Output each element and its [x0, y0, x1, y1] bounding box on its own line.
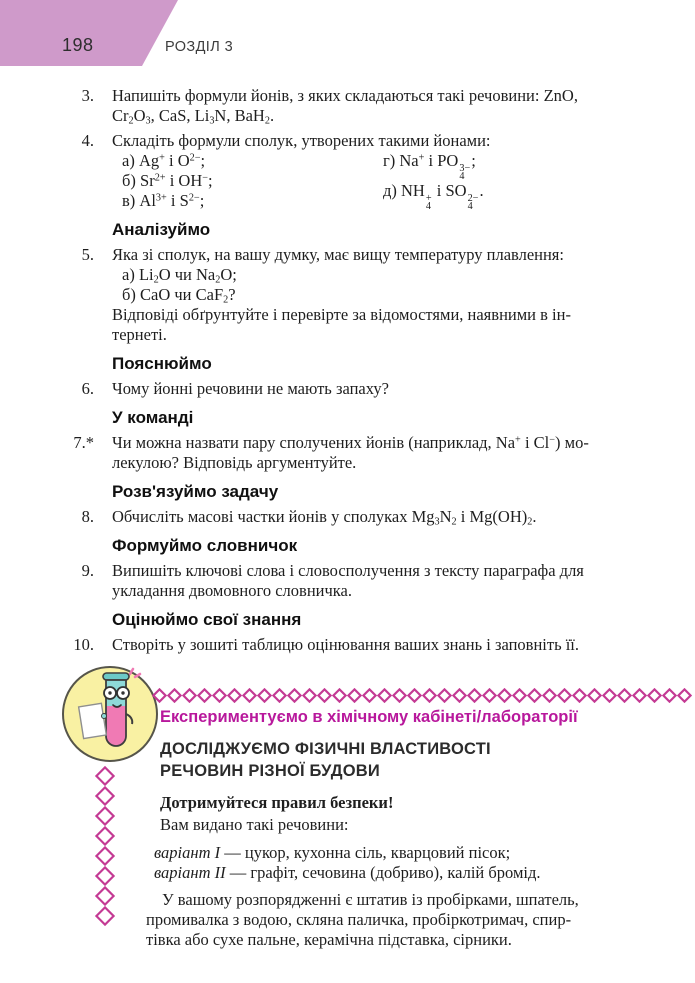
exercise-list: [60, 86, 660, 655]
exercise-item-7: [60, 433, 660, 473]
exercise-text: Складіть формули сполук, утворених такими йонами:: [112, 131, 491, 150]
ion-pair-b: б) $Sr^{2+}$ і OH−;: [122, 171, 213, 190]
experiment-rubric: Експериментуємо в хімічному кабінеті/лабораторії: [160, 708, 578, 726]
ion-pair-v: в) $Al^{3+}$ і $S^{2-}$;: [122, 191, 205, 210]
exercise-item-5: [60, 245, 660, 345]
exercise-number: 9.: [81, 561, 94, 580]
experiment-section: [146, 706, 660, 950]
exercise-item-4: [60, 131, 660, 211]
exercise-number: 4.: [81, 131, 94, 150]
option-a: а) $Li_2O$ чи $Na_2O$;: [122, 265, 237, 286]
exercise-item-6: [60, 379, 660, 399]
exercise-text: Випишіть ключові слова і словосполучення з тексту параграфа для укладання двомовного словничка.: [112, 561, 584, 600]
experiment-title: ДОСЛІДЖУЄМО ФІЗИЧНІ ВЛАСТИВОСТІ РЕЧОВИН РІЗНОЇ БУДОВИ: [160, 740, 491, 780]
exercise-item-8: [60, 507, 660, 527]
exercise-text: Обчисліть масові частки йонів у сполуках $Mg_3N_2$ і $Mg(OH)_2$.: [112, 507, 537, 528]
exercise-text: Напишіть формули йонів, з яких складаються такі речовини: ZnO, $Cr_2O_3$, CaS, $Li_3N$, BaH$_2$.: [112, 86, 578, 127]
section-heading-self-assess: Оцінюймо свої знання: [112, 610, 302, 629]
chapter-label: РОЗДІЛ 3: [165, 39, 234, 55]
exercise-item-9: [60, 561, 660, 601]
equipment-paragraph: У вашому розпорядженні є штатив із пробірками, шпатель, промивалка з водою, скляна паличка, пробіркотримач, спир- тівка або сухе пальне, керамічна підставка, сірники.: [146, 890, 579, 949]
variant-2: варіант ІІ — графіт, сечовина (добриво), калій бромід.: [154, 863, 541, 882]
section-heading-explain: Пояснюймо: [112, 354, 212, 373]
section-heading-analyze: Аналізуймо: [112, 220, 211, 239]
variant-1: варіант І — цукор, кухонна сіль, кварцовий пісок;: [154, 843, 511, 862]
exercise-number: 7.*: [73, 433, 94, 452]
exercise-item-3: [60, 86, 660, 126]
exercise-number: 8.: [81, 507, 94, 526]
diamond-chain-vertical: [95, 766, 115, 931]
chapter-color-band: [0, 0, 178, 66]
exercise-number: 3.: [81, 86, 94, 105]
exercise-item-10: [60, 635, 660, 655]
exercise-number: 10.: [73, 635, 94, 654]
safety-note: Дотримуйтеся правил безпеки!: [160, 793, 394, 812]
section-heading-solve: Розв'язуймо задачу: [112, 482, 279, 501]
materials-intro: Вам видано такі речовини:: [160, 815, 349, 834]
ion-pair-d: д) NH + 4 і SO 2− 4 .: [383, 180, 484, 212]
exercise-text: Створіть у зошиті таблицю оцінювання ваших знань і заповніть її.: [112, 635, 580, 654]
exercise-text: Чому йонні речовини не мають запаху?: [112, 379, 389, 398]
section-heading-vocabulary: Формуймо словничок: [112, 536, 298, 555]
ion-pair-a: а) Ag+ і $O^{2-}$;: [122, 151, 206, 170]
exercise-number: 6.: [81, 379, 94, 398]
exercise-text: Яка зі сполук, на вашу думку, має вищу температуру плавлення:: [112, 245, 564, 264]
diamond-chain-horizontal: [152, 688, 692, 708]
page-number: 198: [62, 35, 94, 55]
ion-pairs-columns: [112, 151, 660, 211]
section-heading-team: У команді: [112, 408, 194, 427]
exercise-followup: Відповіді обґрунтуйте і перевірте за відомостями, наявними в ін- тернеті.: [112, 305, 571, 344]
option-b: б) CaO чи CaF$_2$?: [122, 285, 236, 306]
exercise-number: 5.: [81, 245, 94, 264]
ion-pair-g: г) Na+ і PO 3− 4 ;: [383, 151, 476, 182]
exercise-text: Чи можна назвати пару сполучених йонів (наприклад, Na+ і Cl−) мо- лекулою? Відповідь аргументуйте.: [112, 433, 589, 472]
